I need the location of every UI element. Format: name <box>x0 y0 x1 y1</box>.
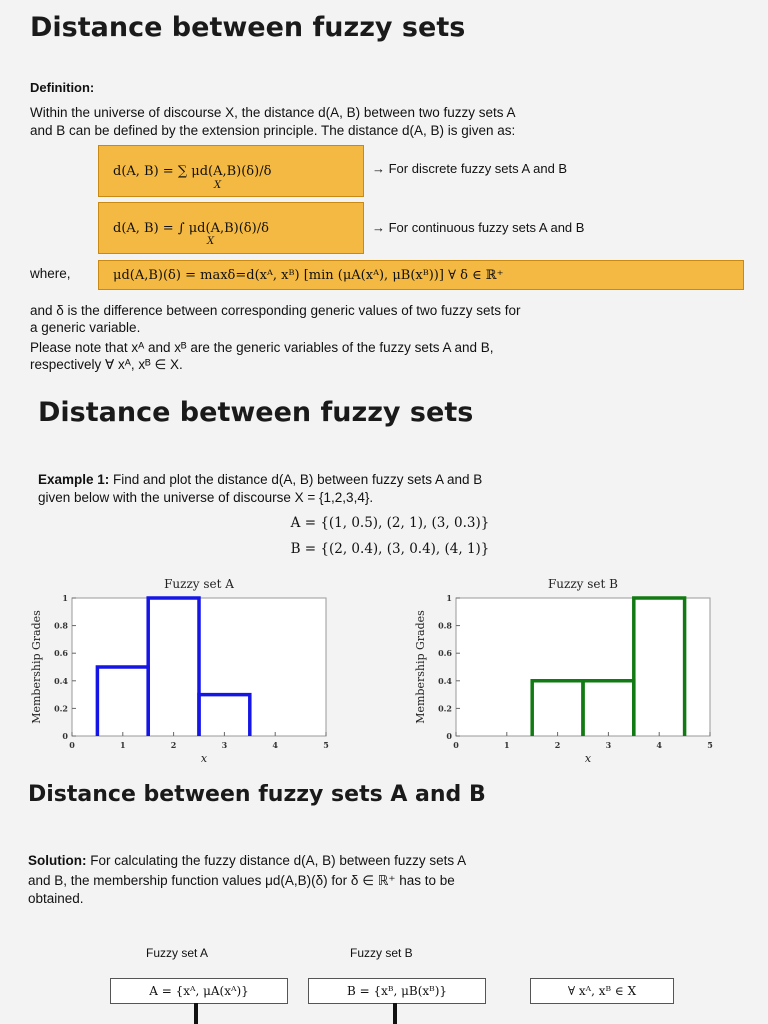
example-line-2: given below with the universe of discourse X = {1,2,3,4}. <box>38 490 374 505</box>
y-axis-label: Membership Grades <box>414 610 427 724</box>
continuous-formula-subscript: X <box>207 236 215 247</box>
x-tick-label: 4 <box>272 740 278 750</box>
solution-line-3: obtained. <box>28 891 84 906</box>
note-line-4: respectively ∀ xᴬ, xᴮ ∈ X. <box>30 357 183 372</box>
y-tick-label: 1 <box>446 593 452 603</box>
chart-fuzzy-set-b <box>384 568 768 773</box>
y-tick-label: 0.8 <box>438 620 452 631</box>
universe-box: ∀ xᴬ, xᴮ ∈ X <box>530 978 674 1004</box>
x-tick-label: 5 <box>707 740 713 750</box>
col-label-fuzzy-set-a: Fuzzy set A <box>146 946 209 960</box>
x-tick-label: 1 <box>504 740 510 750</box>
connector-line-a <box>194 1003 198 1024</box>
discrete-formula-box <box>98 145 364 197</box>
y-tick-label: 0.6 <box>438 648 452 659</box>
y-axis-label: Membership Grades <box>30 610 43 724</box>
definition-label: Definition: <box>30 80 95 95</box>
y-tick-label: 0 <box>446 731 452 741</box>
x-tick-label: 0 <box>453 740 459 750</box>
x-tick-label: 2 <box>554 740 561 750</box>
discrete-formula: d(A, B) = ∑ μd(A,B)(δ)/δ <box>113 163 272 179</box>
continuous-formula: d(A, B) = ∫ μd(A,B)(δ)/δ <box>113 220 269 236</box>
set-a-box: A = {xᴬ, μA(xᴬ)} <box>110 978 288 1004</box>
solution-line-2: and B, the membership function values μd(A,B)(δ) for δ ∈ ℝ⁺ has to be <box>28 873 455 888</box>
x-tick-label: 5 <box>323 740 329 750</box>
connector-line-b <box>393 1003 397 1024</box>
x-tick-label: 4 <box>656 740 662 750</box>
x-tick-label: 3 <box>221 740 228 750</box>
x-tick-label: 2 <box>170 740 177 750</box>
x-tick-label: 0 <box>69 740 75 750</box>
solution-label: Solution: <box>28 853 87 868</box>
definition-line-2: and B can be defined by the extension principle. The distance d(A, B) is given as: <box>30 123 516 138</box>
continuous-formula-box <box>98 202 364 254</box>
continuous-note: → For continuous fuzzy sets A and B <box>372 220 585 235</box>
col-label-fuzzy-set-b: Fuzzy set B <box>350 946 413 960</box>
y-tick-label: 0.6 <box>54 648 68 659</box>
example-label: Example 1: <box>38 472 110 487</box>
x-axis-label: x <box>200 752 208 765</box>
discrete-formula-subscript: X <box>214 180 222 191</box>
example-line-1 <box>38 471 482 488</box>
x-tick-label: 3 <box>605 740 612 750</box>
x-axis-label: x <box>584 752 592 765</box>
set-a-definition: A = {(1, 0.5), (2, 1), (3, 0.3)} <box>290 515 490 531</box>
where-formula-box <box>98 260 744 290</box>
solution-text: For calculating the fuzzy distance d(A, B) between fuzzy sets A <box>86 853 467 868</box>
set-b-box: B = {xᴮ, μB(xᴮ)} <box>308 978 486 1004</box>
example-text: Find and plot the distance d(A, B) between fuzzy sets A and B <box>109 472 483 487</box>
note-line-2: a generic variable. <box>30 320 141 335</box>
y-tick-label: 0.4 <box>54 675 68 686</box>
note-line-1: and δ is the difference between corresponding generic values of two fuzzy sets for <box>30 303 521 318</box>
y-tick-label: 0.4 <box>438 675 452 686</box>
where-label: where, <box>30 266 71 281</box>
y-tick-label: 0 <box>62 731 68 741</box>
chart-title: Fuzzy set B <box>547 577 619 591</box>
slide1-title: Distance between fuzzy sets <box>30 12 466 43</box>
solution-line-1 <box>28 852 466 869</box>
x-tick-label: 1 <box>120 740 126 750</box>
where-formula: μd(A,B)(δ) = maxδ=d(xᴬ, xᴮ) [min (μA(xᴬ), μB(xᴮ))] ∀ δ ∈ ℝ⁺ <box>113 267 504 283</box>
y-tick-label: 0.2 <box>438 703 452 714</box>
slide3-title: Distance between fuzzy sets A and B <box>28 782 486 807</box>
chart-title: Fuzzy set A <box>164 577 234 591</box>
y-tick-label: 0.2 <box>54 703 68 714</box>
set-b-definition: B = {(2, 0.4), (3, 0.4), (4, 1)} <box>290 541 490 557</box>
y-tick-label: 0.8 <box>54 620 68 631</box>
definition-line-1: Within the universe of discourse X, the distance d(A, B) between two fuzzy sets A <box>30 105 516 120</box>
slide2-title: Distance between fuzzy sets <box>38 397 474 428</box>
y-tick-label: 1 <box>62 593 68 603</box>
chart-fuzzy-set-a <box>0 568 384 773</box>
note-line-3: Please note that xᴬ and xᴮ are the generic variables of the fuzzy sets A and B, <box>30 340 494 355</box>
discrete-note: → For discrete fuzzy sets A and B <box>372 161 568 176</box>
